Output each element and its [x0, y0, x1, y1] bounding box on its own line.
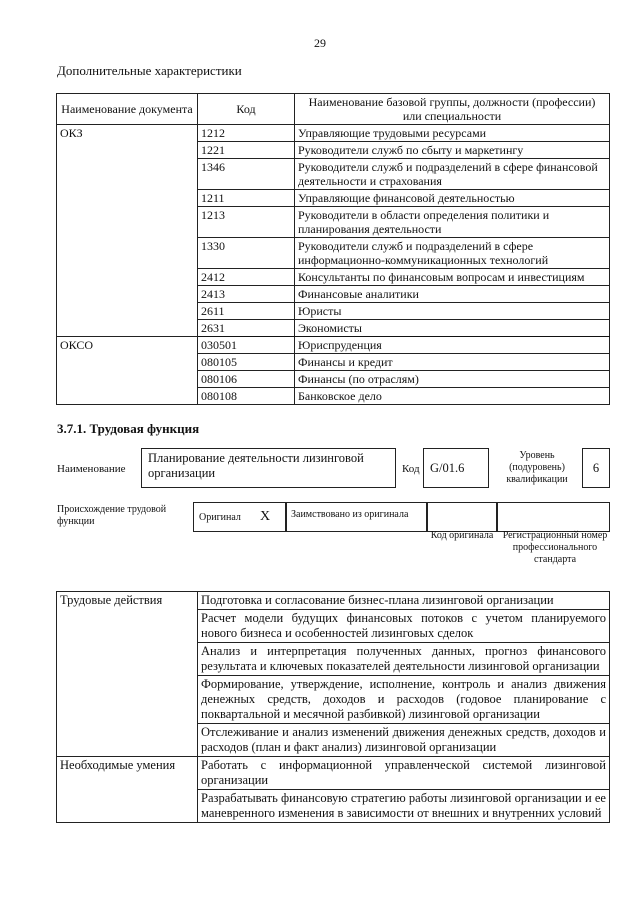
function-code-box: [423, 448, 489, 488]
additional-characteristics-table: [56, 93, 610, 405]
code-cell: 2413: [198, 286, 295, 303]
code-cell: 030501: [198, 337, 295, 354]
code-cell: 2631: [198, 320, 295, 337]
name-cell: Руководители служб по сбыту и маркетингу: [295, 142, 610, 159]
origin-code-box: [427, 502, 497, 532]
doc-okso: ОКСО: [57, 337, 198, 405]
name-cell: Руководители в области определения политики и планирования деятельности: [295, 207, 610, 238]
borrowed-label: Заимствовано из оригинала: [291, 509, 409, 520]
name-cell: Финансы и кредит: [295, 354, 610, 371]
header-name: Наименование базовой группы, должности (профессии) или специальности: [295, 94, 610, 125]
section-title: Дополнительные характеристики: [57, 63, 242, 78]
actions-label: Трудовые действия: [57, 592, 198, 757]
code-cell: 2611: [198, 303, 295, 320]
name-cell: Руководители служб и подразделений в сфере информационно-коммуникационных технологий: [295, 238, 610, 269]
code-cell: 080108: [198, 388, 295, 405]
skill-cell: Работать с информационной управленческой системой лизинговой организации: [198, 757, 610, 790]
skill-cell: Разрабатывать финансовую стратегию работы лизинговой организации и ее маневренного изменения в зависимости от внешних и внутренних условий: [198, 790, 610, 823]
code-cell: 1211: [198, 190, 295, 207]
level-box: [582, 448, 610, 488]
name-cell: Юристы: [295, 303, 610, 320]
action-cell: Анализ и интерпретация полученных данных, прогноз финансового результата и ключевых показателей деятельности лизинговой организации: [198, 643, 610, 676]
name-cell: Финансы (по отраслям): [295, 371, 610, 388]
name-cell: Консультанты по финансовым вопросам и инвестициям: [295, 269, 610, 286]
page-number: 29: [314, 36, 326, 50]
function-name-box: [141, 448, 396, 488]
code-cell: 1330: [198, 238, 295, 269]
code-cell: 1346: [198, 159, 295, 190]
action-cell: Формирование, утверждение, исполнение, контроль и анализ движения денежных средств, доходов и расходов (годовое планирование с поквартальной и месячной разбивкой) лизинговой организации: [198, 676, 610, 724]
name-cell: Юриспруденция: [295, 337, 610, 354]
labor-function-heading: 3.7.1. Трудовая функция: [57, 421, 200, 436]
origin-code-label: Код оригинала: [430, 530, 494, 541]
original-label: Оригинал: [199, 512, 241, 523]
code-label: Код: [402, 463, 420, 475]
origin-label: Происхождение трудовой функции: [57, 504, 167, 527]
function-code-value: G/01.6: [430, 461, 465, 475]
name-cell: Финансовые аналитики: [295, 286, 610, 303]
table-row: [57, 592, 610, 610]
name-cell: Банковское дело: [295, 388, 610, 405]
skills-label: Необходимые умения: [57, 757, 198, 823]
table-row: [57, 337, 610, 354]
level-value: 6: [592, 461, 600, 475]
name-cell: Управляющие финансовой деятельностью: [295, 190, 610, 207]
code-cell: 1213: [198, 207, 295, 238]
code-cell: 080106: [198, 371, 295, 388]
table-row: [57, 125, 610, 142]
borrowed-box: [286, 502, 427, 532]
reg-number-box: [497, 502, 610, 532]
action-cell: Расчет модели будущих финансовых потоков с учетом планируемого нового бизнеса и особенностей лизинговых сделок: [198, 610, 610, 643]
table-row: [57, 757, 610, 790]
original-mark: X: [260, 509, 271, 524]
doc-okz: ОКЗ: [57, 125, 198, 337]
table-header-row: [57, 94, 610, 125]
name-cell: Руководители служб и подразделений в сфере финансовой деятельности и страхования: [295, 159, 610, 190]
name-cell: Управляющие трудовыми ресурсами: [295, 125, 610, 142]
header-doc: Наименование документа: [57, 94, 198, 125]
function-name-value: Планирование деятельности лизинговой организации: [148, 451, 364, 480]
code-cell: 1212: [198, 125, 295, 142]
name-cell: Экономисты: [295, 320, 610, 337]
code-cell: 1221: [198, 142, 295, 159]
original-box: [193, 502, 286, 532]
labor-actions-table: [56, 591, 610, 823]
level-label: Уровень (подуровень) квалификации: [506, 450, 568, 485]
header-code: Код: [198, 94, 295, 125]
code-cell: 2412: [198, 269, 295, 286]
code-cell: 080105: [198, 354, 295, 371]
action-cell: Подготовка и согласование бизнес-плана лизинговой организации: [198, 592, 610, 610]
action-cell: Отслеживание и анализ изменений движения денежных средств, доходов и расходов (план и факт анализ) лизинговой организации: [198, 724, 610, 757]
reg-number-label: Регистрационный номер профессионального стандарта: [502, 530, 608, 565]
name-label: Наименование: [57, 463, 126, 475]
